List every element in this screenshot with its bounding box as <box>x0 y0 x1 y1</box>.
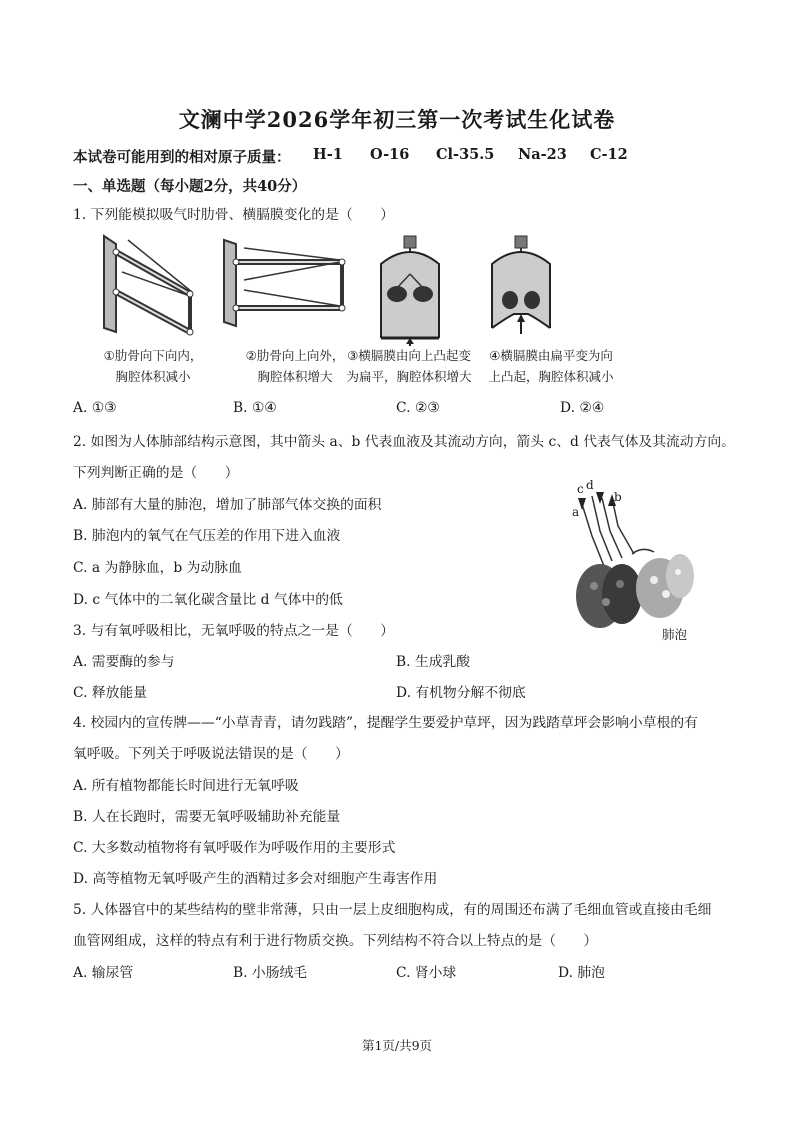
q4-option-a[interactable]: A. 所有植物都能长时间进行无氧呼吸 <box>73 778 299 794</box>
q4-option-c[interactable]: C. 大多数动植物将有氧呼吸作为呼吸作用的主要形式 <box>73 840 396 856</box>
q3-option-d[interactable]: D. 有机物分解不彻底 <box>396 685 526 701</box>
label-b: b <box>614 490 622 504</box>
q1-option-c[interactable]: C. ②③ <box>396 400 440 416</box>
q3-option-a[interactable]: A. 需要酶的参与 <box>73 654 175 670</box>
question-2-stem-line1: 2. 如图为人体肺部结构示意图，其中箭头 a、b 代表血液及其流动方向，箭头 c、d 代表气体及其流动方向。 <box>73 434 735 450</box>
question-5-stem-line1: 5. 人体器官中的某些结构的壁非常薄，只由一层上皮细胞构成，有的周围还布满了毛细血管或直接由毛细 <box>73 902 712 918</box>
caption-1-line1: ①肋骨向下向内， <box>103 348 203 363</box>
question-4-stem-line1: 4. 校园内的宣传牌——“小草青青，请勿践踏”，提醒学生要爱护草坪，因为践踏草坪会影响小草根的有 <box>73 715 698 731</box>
caption-4-line1: ④横膈膜由扁平变为向 <box>489 348 613 363</box>
caption-3-line2: 为扁平，胸腔体积增大 <box>346 369 472 384</box>
q5-option-a[interactable]: A. 输尿管 <box>73 965 134 981</box>
page-title: 文澜中学2026学年初三第一次考试生化试卷 <box>178 107 616 132</box>
q2-option-c[interactable]: C. a 为静脉血，b 为动脉血 <box>73 560 242 576</box>
question-1-stem: 1. 下列能模拟吸气时肋骨、横膈膜变化的是（ ） <box>73 207 395 223</box>
label-c: c <box>577 482 584 496</box>
q5-option-d[interactable]: D. 肺泡 <box>558 965 605 981</box>
q4-option-b[interactable]: B. 人在长跑时，需要无氧呼吸辅助补充能量 <box>73 809 341 825</box>
question-3-stem: 3. 与有氧呼吸相比，无氧呼吸的特点之一是（ ） <box>73 623 395 639</box>
figure-bell-jar-diaphragm-flat <box>375 234 445 346</box>
atomic-mass-c: C-12 <box>590 146 628 163</box>
caption-4-line2: 上凸起，胸腔体积减小 <box>488 369 614 384</box>
q2-option-b[interactable]: B. 肺泡内的氧气在气压差的作用下进入血液 <box>73 528 341 544</box>
caption-2-line2: 胸腔体积增大 <box>257 369 333 384</box>
q2-option-d[interactable]: D. c 气体中的二氧化碳含量比 d 气体中的低 <box>73 592 343 608</box>
atomic-mass-o: O-16 <box>370 146 410 163</box>
atomic-mass-h: H-1 <box>313 146 343 163</box>
caption-3-line1: ③横膈膜由向上凸起变 <box>347 348 471 363</box>
atomic-mass-label: 本试卷可能用到的相对原子质量： <box>73 149 291 166</box>
atomic-mass-na: Na-23 <box>518 146 567 163</box>
question-2-stem-line2: 下列判断正确的是（ ） <box>73 465 239 481</box>
label-d: d <box>586 478 594 492</box>
caption-4 <box>476 345 626 387</box>
caption-2-line1: ②肋骨向上向外， <box>245 348 345 363</box>
q1-option-a[interactable]: A. ①③ <box>73 400 117 416</box>
q3-option-c[interactable]: C. 释放能量 <box>73 685 148 701</box>
figure-ribs-up <box>222 236 352 331</box>
q5-option-c[interactable]: C. 肾小球 <box>396 965 457 981</box>
caption-3 <box>334 345 484 387</box>
figure-bell-jar-diaphragm-domed <box>486 234 556 346</box>
q3-option-b[interactable]: B. 生成乳酸 <box>396 654 471 670</box>
figure-lung-alveoli <box>562 476 712 644</box>
caption-1 <box>78 345 228 387</box>
page-number: 第1页/共9页 <box>361 1038 433 1053</box>
figure-ribs-down <box>100 232 200 342</box>
question-5-stem-line2: 血管网组成，这样的特点有利于进行物质交换。下列结构不符合以上特点的是（ ） <box>73 933 598 949</box>
q4-option-d[interactable]: D. 高等植物无氧呼吸产生的酒精过多会对细胞产生毒害作用 <box>73 871 438 887</box>
question-4-stem-line2: 氧呼吸。下列关于呼吸说法错误的是（ ） <box>73 746 349 762</box>
q2-option-a[interactable]: A. 肺部有大量的肺泡，增加了肺部气体交换的面积 <box>73 497 382 513</box>
label-a: a <box>572 505 580 519</box>
q1-option-b[interactable]: B. ①④ <box>233 400 277 416</box>
q1-option-d[interactable]: D. ②④ <box>560 400 605 416</box>
atomic-mass-cl: Cl-35.5 <box>436 146 495 163</box>
q5-option-b[interactable]: B. 小肠绒毛 <box>233 965 308 981</box>
label-alveoli: 肺泡 <box>662 627 688 642</box>
caption-1-line2: 胸腔体积减小 <box>115 369 191 384</box>
section-heading: 一、单选题（每小题2分，共40分） <box>73 178 307 195</box>
